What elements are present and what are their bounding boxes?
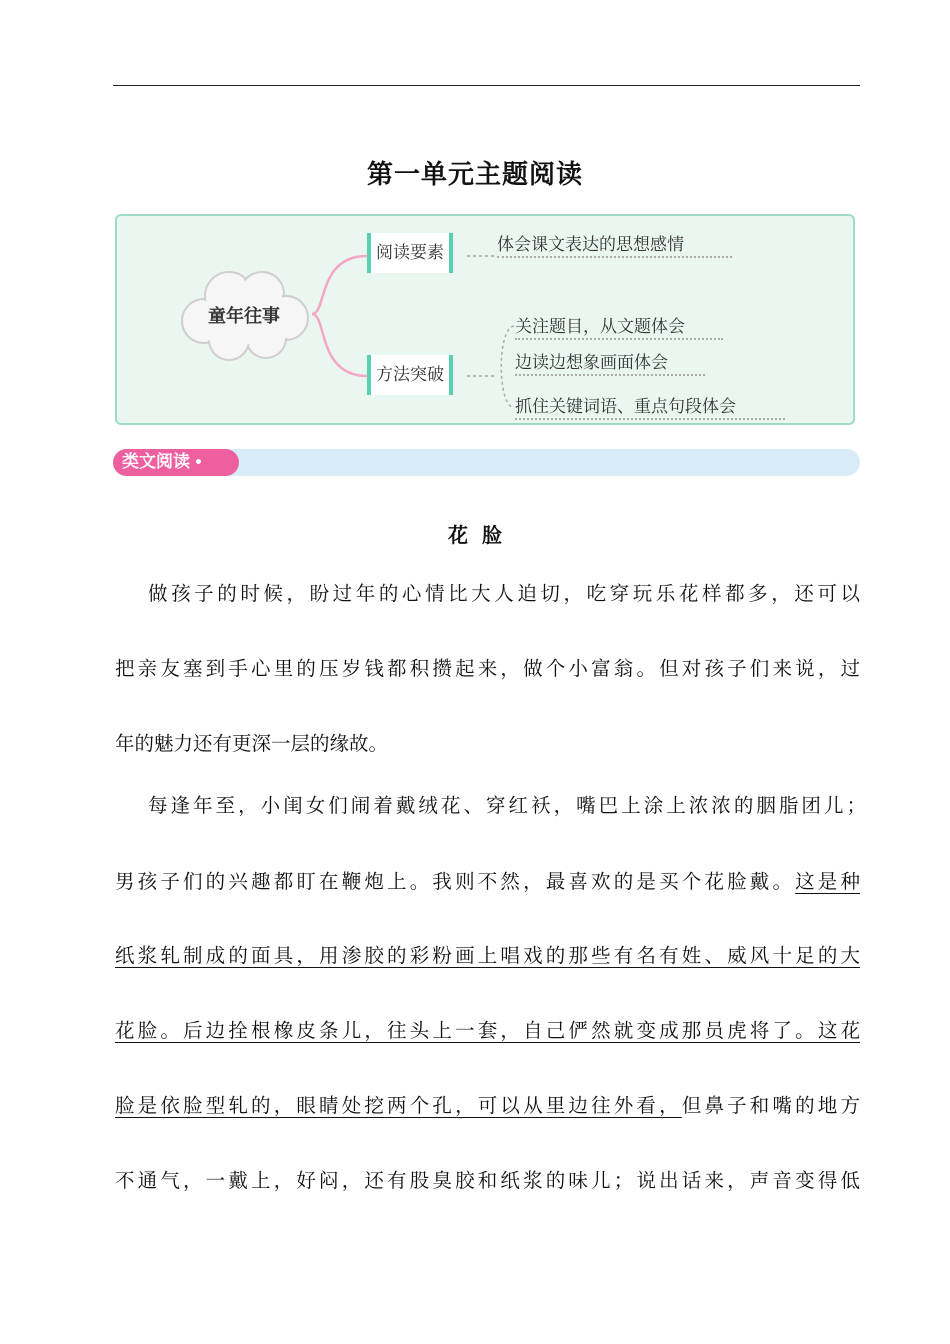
header-rule (113, 85, 860, 86)
paragraph-line: 纸浆轧制成的面具，用渗胶的彩粉画上唱戏的那些有名有姓、威风十足的大 (115, 944, 860, 967)
page-title: 第一单元主题阅读 (366, 160, 583, 190)
leaf-method-item: 抓住关键词语、重点句段体会 (515, 392, 785, 420)
branch-method-breakthrough: 方法突破 (367, 355, 453, 395)
paragraph-line: 花脸。后边拴根橡皮条儿，往头上一套，自己俨然就变成那员虎将了。这花 (115, 1019, 860, 1042)
paragraph-line: 把亲友塞到手心里的压岁钱都积攒起来，做个小富翁。但对孩子们来说，过 (115, 657, 860, 680)
paragraph-line: 年的魅力还有更深一层的缘故。 (115, 732, 389, 755)
mind-map (115, 214, 855, 425)
bullet-icon: • (194, 455, 203, 471)
paragraph-line: 每逢年至，小闺女们闹着戴绒花、穿红袄，嘴巴上涂上浓浓的胭脂团儿； (148, 794, 866, 817)
section-label-text: 类文阅读 (122, 452, 190, 472)
paragraph-line: 不通气，一戴上，好闷，还有股臭胶和纸浆的味儿；说出话来，声音变得低 (115, 1169, 860, 1192)
paragraph-line: 做孩子的时候，盼过年的心情比大人迫切，吃穿玩乐花样都多，还可以 (148, 582, 860, 605)
paragraph-line: 脸是依脸型轧的，眼睛处挖两个孔，可以从里边往外看，但鼻子和嘴的地方 (115, 1094, 860, 1117)
leaf-method-item: 关注题目，从文题体会 (515, 312, 723, 340)
branch-reading-element: 阅读要素 (367, 233, 453, 273)
paragraph-line: 男孩子们的兴趣都盯在鞭炮上。我则不然，最喜欢的是买个花脸戴。这是种 (115, 870, 860, 893)
leaf-method-item: 边读边想象画面体会 (515, 348, 705, 376)
leaf-reading-item: 体会课文表达的思想感情 (497, 230, 732, 258)
story-title: 花脸 (448, 523, 516, 547)
section-banner-label (113, 449, 239, 476)
mind-map-center: 童年往事 (208, 306, 280, 327)
